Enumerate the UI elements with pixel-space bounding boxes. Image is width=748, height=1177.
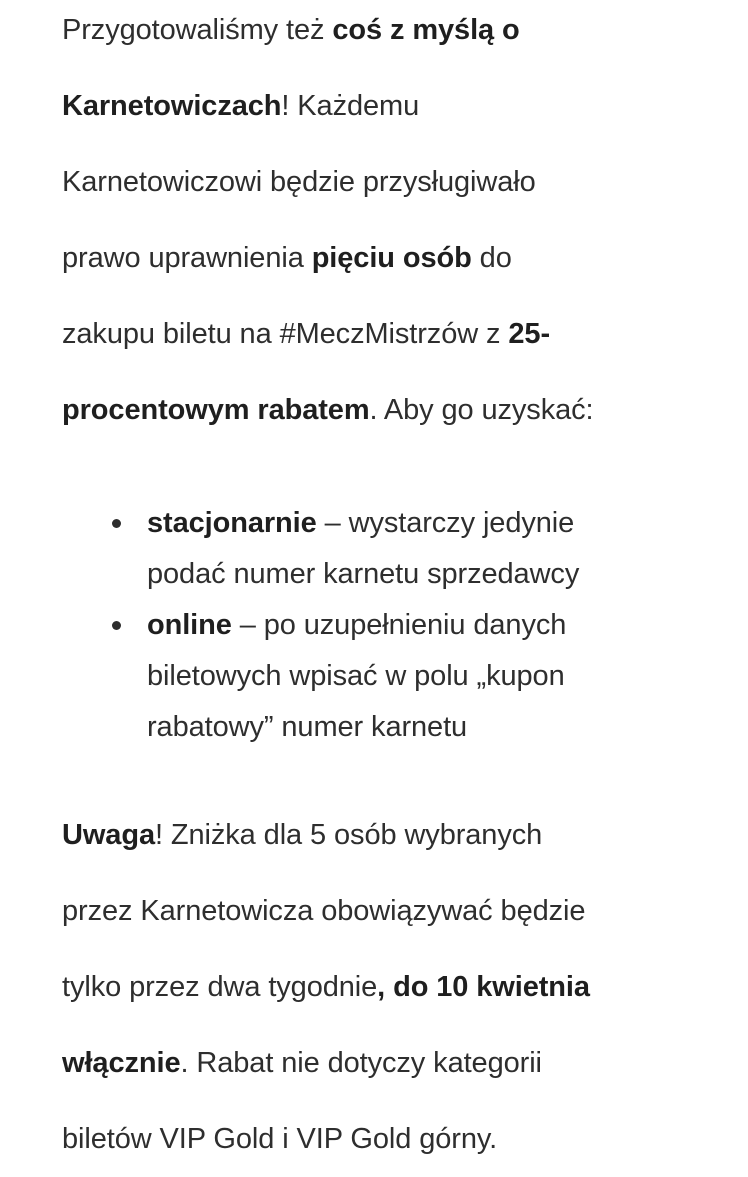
list-item-text: – wystarczy jedynie — [316, 507, 575, 539]
intro-text: do — [471, 242, 512, 274]
list-item-text: – po uzupełnieniu danych — [231, 609, 567, 641]
list-item-text: biletowych wpisać w polu „kupon — [147, 660, 565, 692]
intro-text: Karnetowiczowi będzie przysługiwało — [62, 166, 536, 198]
intro-text: Przygotowaliśmy też — [62, 14, 333, 46]
five-people-highlight: pięciu osób — [311, 242, 472, 274]
intro-highlight: coś z myślą o — [332, 14, 520, 46]
list-item-stationary — [98, 498, 722, 600]
intro-text: . Aby go uzyskać: — [369, 394, 594, 426]
instructions-list — [62, 498, 722, 753]
deadline-highlight: włącznie — [62, 1047, 181, 1079]
notice-text: ! Zniżka dla 5 osób wybranych — [154, 819, 543, 851]
bullet-icon — [112, 519, 121, 528]
discount-highlight: 25- — [508, 318, 551, 350]
notice-label: Uwaga — [62, 819, 155, 851]
intro-paragraph — [62, 0, 722, 448]
intro-text: ! Każdemu — [281, 90, 420, 122]
list-item-title: stacjonarnie — [147, 507, 317, 539]
notice-text: przez Karnetowicza obowiązywać będzie — [62, 895, 586, 927]
list-item-text: podać numer karnetu sprzedawcy — [147, 558, 580, 590]
deadline-highlight: do 10 kwietnia — [393, 971, 590, 1003]
list-item-online — [98, 600, 722, 753]
discount-highlight: procentowym rabatem — [62, 394, 370, 426]
notice-paragraph — [62, 797, 722, 1177]
article-body — [62, 0, 722, 1177]
intro-text: zakupu biletu na #MeczMistrzów z — [62, 318, 509, 350]
karnetowicze-highlight: Karnetowiczach — [62, 90, 282, 122]
notice-text: tylko przez dwa tygodnie — [62, 971, 378, 1003]
intro-text: prawo uprawnienia — [62, 242, 312, 274]
bullet-icon — [112, 621, 121, 630]
notice-text: . Rabat nie dotyczy kategorii — [180, 1047, 542, 1079]
list-item-title: online — [147, 609, 232, 641]
list-item-text: rabatowy” numer karnetu — [147, 711, 468, 743]
notice-comma: , — [377, 971, 394, 1003]
notice-text: biletów VIP Gold i VIP Gold górny. — [62, 1123, 498, 1155]
